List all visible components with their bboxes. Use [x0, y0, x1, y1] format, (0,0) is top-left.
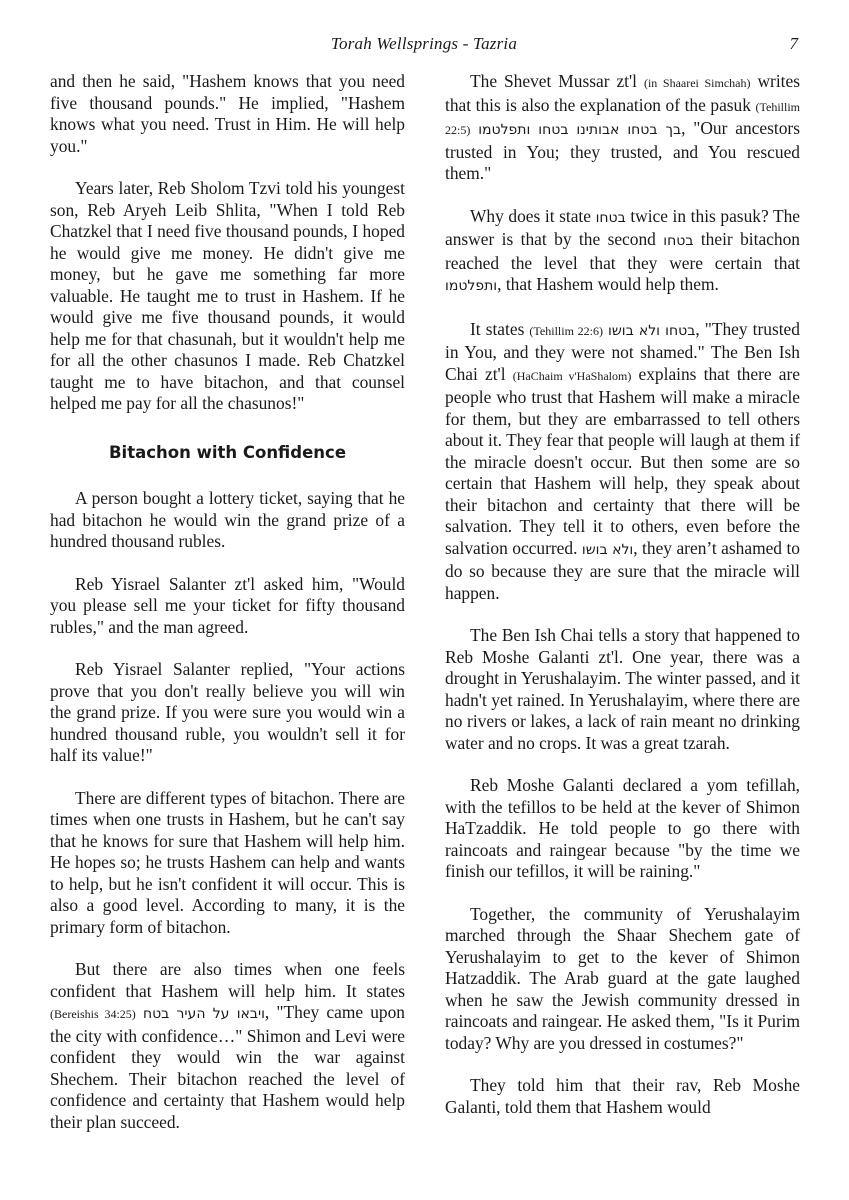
source-citation: (Bereishis 34:25) [50, 1007, 136, 1021]
text-run: But there are also times when one feels confident that Hashem will help him. It states [50, 959, 405, 1001]
hebrew-quote: בך בטחו אבותינו בטחו ותפלטמו [478, 122, 682, 138]
paragraph: Reb Yisrael Salanter replied, "Your actions prove that you don't really believe you will win the grand prize. If you were sure you would win a hundred thousand ruble, you wouldn't sell it for half its value!" [50, 659, 405, 765]
text-run: Why does it state [470, 205, 591, 226]
paragraph: Years later, Reb Sholom Tzvi told his youngest son, Reb Aryeh Leib Shlita, "When I told Reb Chatzkel that I need five thousand pounds, I hoped he would give me money. He didn't give me money, but he gave me something far more valuable. He taught me to trust in Hashem. If he would give me five thousand pounds, it would help me for that chasunah, but it wouldn't help me for all the other chasunos I made. Reb Chatzkel taught me to have bitachon, and that counsel helped me pay for all the chasunos!" [50, 178, 405, 413]
paragraph: Reb Yisrael Salanter zt'l asked him, "Would you please sell me your ticket for fifty thousand rubles," and the man agreed. [50, 573, 405, 637]
source-citation: (Tehillim 22:6) [529, 323, 603, 338]
source-citation: (Tehillim 22:5) [445, 99, 800, 137]
hebrew-word: בטחו [663, 233, 694, 249]
text-run: , that Hashem would help them. [497, 274, 719, 294]
paragraph: The Ben Ish Chai tells a story that happened to Reb Moshe Galanti zt'l. One year, there was a drought in Yerushalayim. The winter passed, and it hadn't yet rained. In Yerushalayim, where there are no rivers or lakes, a lack of rain meant no drinking water and no crops. It was a great tzarah. [445, 625, 800, 753]
paragraph: Together, the community of Yerushalayim marched through the Shaar Shechem gate of Yerushalayim to get to the kever of Shimon Hatzaddik. The Arab guard at the gate laughed when he saw the Jewish community dressed in raincoats and raingear. He asked them, "Is it Purim today? Why are you dressed in costumes?" [445, 903, 800, 1053]
source-citation: (HaChaim v'HaShalom) [512, 368, 632, 383]
text-run: , "They trusted in You, and they were not shamed." The Ben Ish Chai zt'l [445, 318, 800, 384]
right-column [445, 71, 800, 1118]
paragraph: Reb Moshe Galanti declared a yom tefillah, with the tefillos to be held at the kever of Shimon HaTzaddik. He told people to go there with raincoats and raingear because "by the time we finish our tefillos, it will be raining." [445, 775, 800, 881]
paragraph: They told him that their rav, Reb Moshe Galanti, told them that Hashem would [445, 1075, 800, 1117]
text-run: , "Our ancestors trusted in You; they trusted, and You rescued them." [445, 118, 800, 183]
paragraph [50, 959, 405, 1133]
paragraph: and then he said, "Hashem knows that you need five thousand pounds." He implied, "Hashem knows what you need. Trust in Him. He will help you." [50, 71, 405, 156]
left-column [50, 71, 405, 1133]
text-run: twice in this pasuk? The answer is that by the second [445, 205, 800, 249]
text-run: , "They came upon the city with confidence…" Shimon and Levi were confident they would win the war against Shechem. Their bitachon reached the level of confidence and certainty that Hashem would help their plan succeed. [50, 1002, 405, 1132]
running-title: Torah Wellsprings - Tazria [330, 34, 518, 53]
hebrew-quote: ולא בושו [581, 541, 634, 558]
section-heading: Bitachon with Confidence [108, 442, 347, 462]
paragraph: A person bought a lottery ticket, saying that he had bitachon he would win the grand prize of a hundred thousand rubles. [50, 488, 405, 551]
paragraph: There are different types of bitachon. There are times when one trusts in Hashem, but he can't say that he knows for sure that Hashem will help him. He hopes so; he trusts Hashem can help and wants to help, but he isn't confident it will occur. This is also a good level. According to many, it is the primary form of bitachon. [50, 787, 405, 937]
hebrew-word: ותפלטמו [445, 278, 498, 294]
source-citation: (in Shaarei Simchah) [643, 76, 751, 90]
page-header [50, 34, 798, 56]
text-run: It states [470, 318, 525, 339]
text-run: their bitachon reached the level that they were certain that [445, 229, 800, 273]
paragraph [445, 71, 800, 185]
page-number: 7 [789, 34, 798, 53]
hebrew-quote: בטחו ולא בושו [608, 322, 696, 339]
hebrew-word: בטחו [595, 209, 626, 226]
text-run: , they aren’t ashamed to do so because they are sure that the miracle will happen. [445, 537, 800, 603]
text-run: The Shevet Mussar zt'l [470, 71, 637, 91]
hebrew-quote: ויבאו על העיר בטח [142, 1006, 265, 1022]
paragraph [445, 319, 800, 605]
text-run: writes that this is also the explanation of the pasuk [445, 71, 800, 115]
paragraph [445, 206, 800, 298]
text-run: explains that there are people who trust that Hashem will make a miracle for them, but they are embarrassed to tell others about it. They fear that people will laugh at them if the miracle doesn't occur. But then some are so certain that Hashem will help, they speak about their bitachon and certainty that there will be salvation. They tell it to others, even before the salvation occurred. [445, 363, 800, 558]
